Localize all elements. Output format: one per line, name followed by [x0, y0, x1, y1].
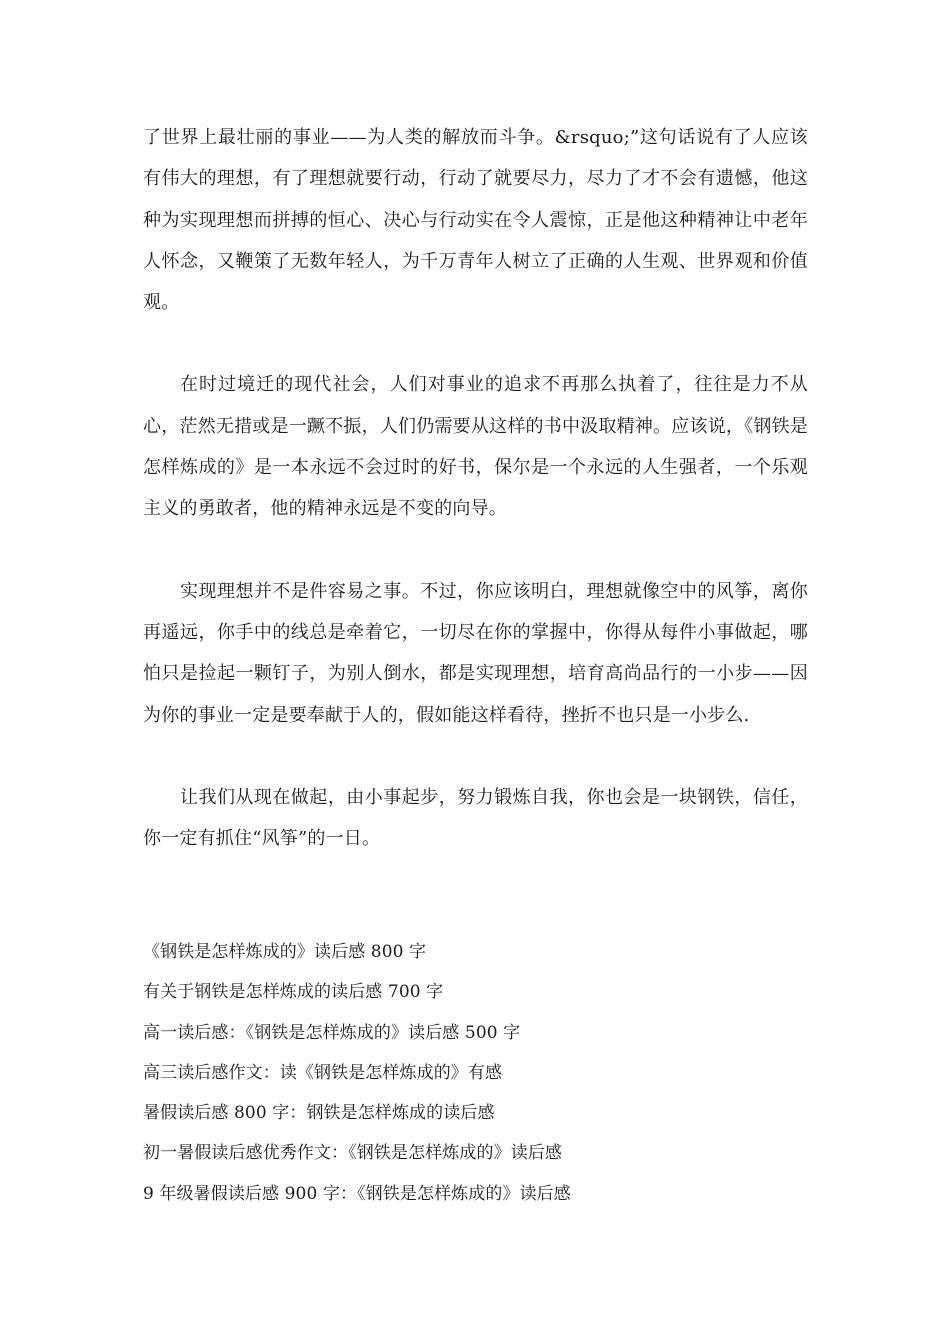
related-article-link-7[interactable]: 9 年级暑假读后感 900 字：《钢铁是怎样炼成的》读后感	[143, 1183, 571, 1204]
paragraph-4: 让我们从现在做起，由小事起步，努力锻炼自我，你也会是一块钢铁，信任，你一定有抓住“风筝”的一日。	[143, 786, 808, 850]
related-article-link-5[interactable]: 暑假读后感 800 字：钢铁是怎样炼成的读后感	[143, 1103, 495, 1124]
paragraph-3: 实现理想并不是件容易之事。不过，你应该明白，理想就像空中的风筝，离你再遥远，你手中的线总是牵着它，一切尽在你的掌握中，你得从每件小事做起，哪怕只是捡起一颗钉子，为别人倒水，都是实现理想，培育高尚品行的一小步——因为你的事业一定是要奉献于人的，假如能这样看待，挫折不也只是一小步么.	[143, 580, 808, 726]
list-item	[143, 1133, 823, 1173]
paragraph-2: 在时过境迁的现代社会，人们对事业的追求不再那么执着了，往往是力不从心，茫然无措或是一蹶不振，人们仍需要从这样的书中汲取精神。应该说，《钢铁是怎样炼成的》是一本永远不会过时的好书，保尔是一个永远的人生强者，一个乐观主义的勇敢者，他的精神永远是不变的向导。	[143, 374, 808, 520]
related-article-link-3[interactable]: 高一读后感：《钢铁是怎样炼成的》读后感 500 字	[143, 1022, 521, 1043]
related-article-link-6[interactable]: 初一暑假读后感优秀作文：《钢铁是怎样炼成的》读后感	[143, 1143, 562, 1164]
list-item	[143, 1053, 823, 1093]
list-item	[143, 1174, 823, 1214]
article-body	[143, 117, 808, 859]
related-article-link-4[interactable]: 高三读后感作文：读《钢铁是怎样炼成的》有感	[143, 1062, 503, 1083]
related-article-link-1[interactable]: 《钢铁是怎样炼成的》读后感 800 字	[143, 942, 427, 962]
list-item	[143, 1093, 823, 1133]
list-item	[143, 1013, 823, 1053]
related-article-link-2[interactable]: 有关于钢铁是怎样炼成的读后感 700 字	[143, 982, 444, 1003]
related-articles-list	[143, 932, 823, 1214]
list-item	[143, 972, 823, 1012]
paragraph-1: 了世界上最壮丽的事业——为人类的解放而斗争。&rsquo;”这句话说有了人应该有伟大的理想，有了理想就要行动，行动了就要尽力，尽力了才不会有遗憾，他这种为实现理想而拼搏的恒心、决心与行动实在令人震惊，正是他这种精神让中老年人怀念，又鞭策了无数年轻人，为千万青年人树立了正确的人生观、世界观和价值观。	[143, 127, 808, 314]
list-item	[143, 932, 823, 972]
